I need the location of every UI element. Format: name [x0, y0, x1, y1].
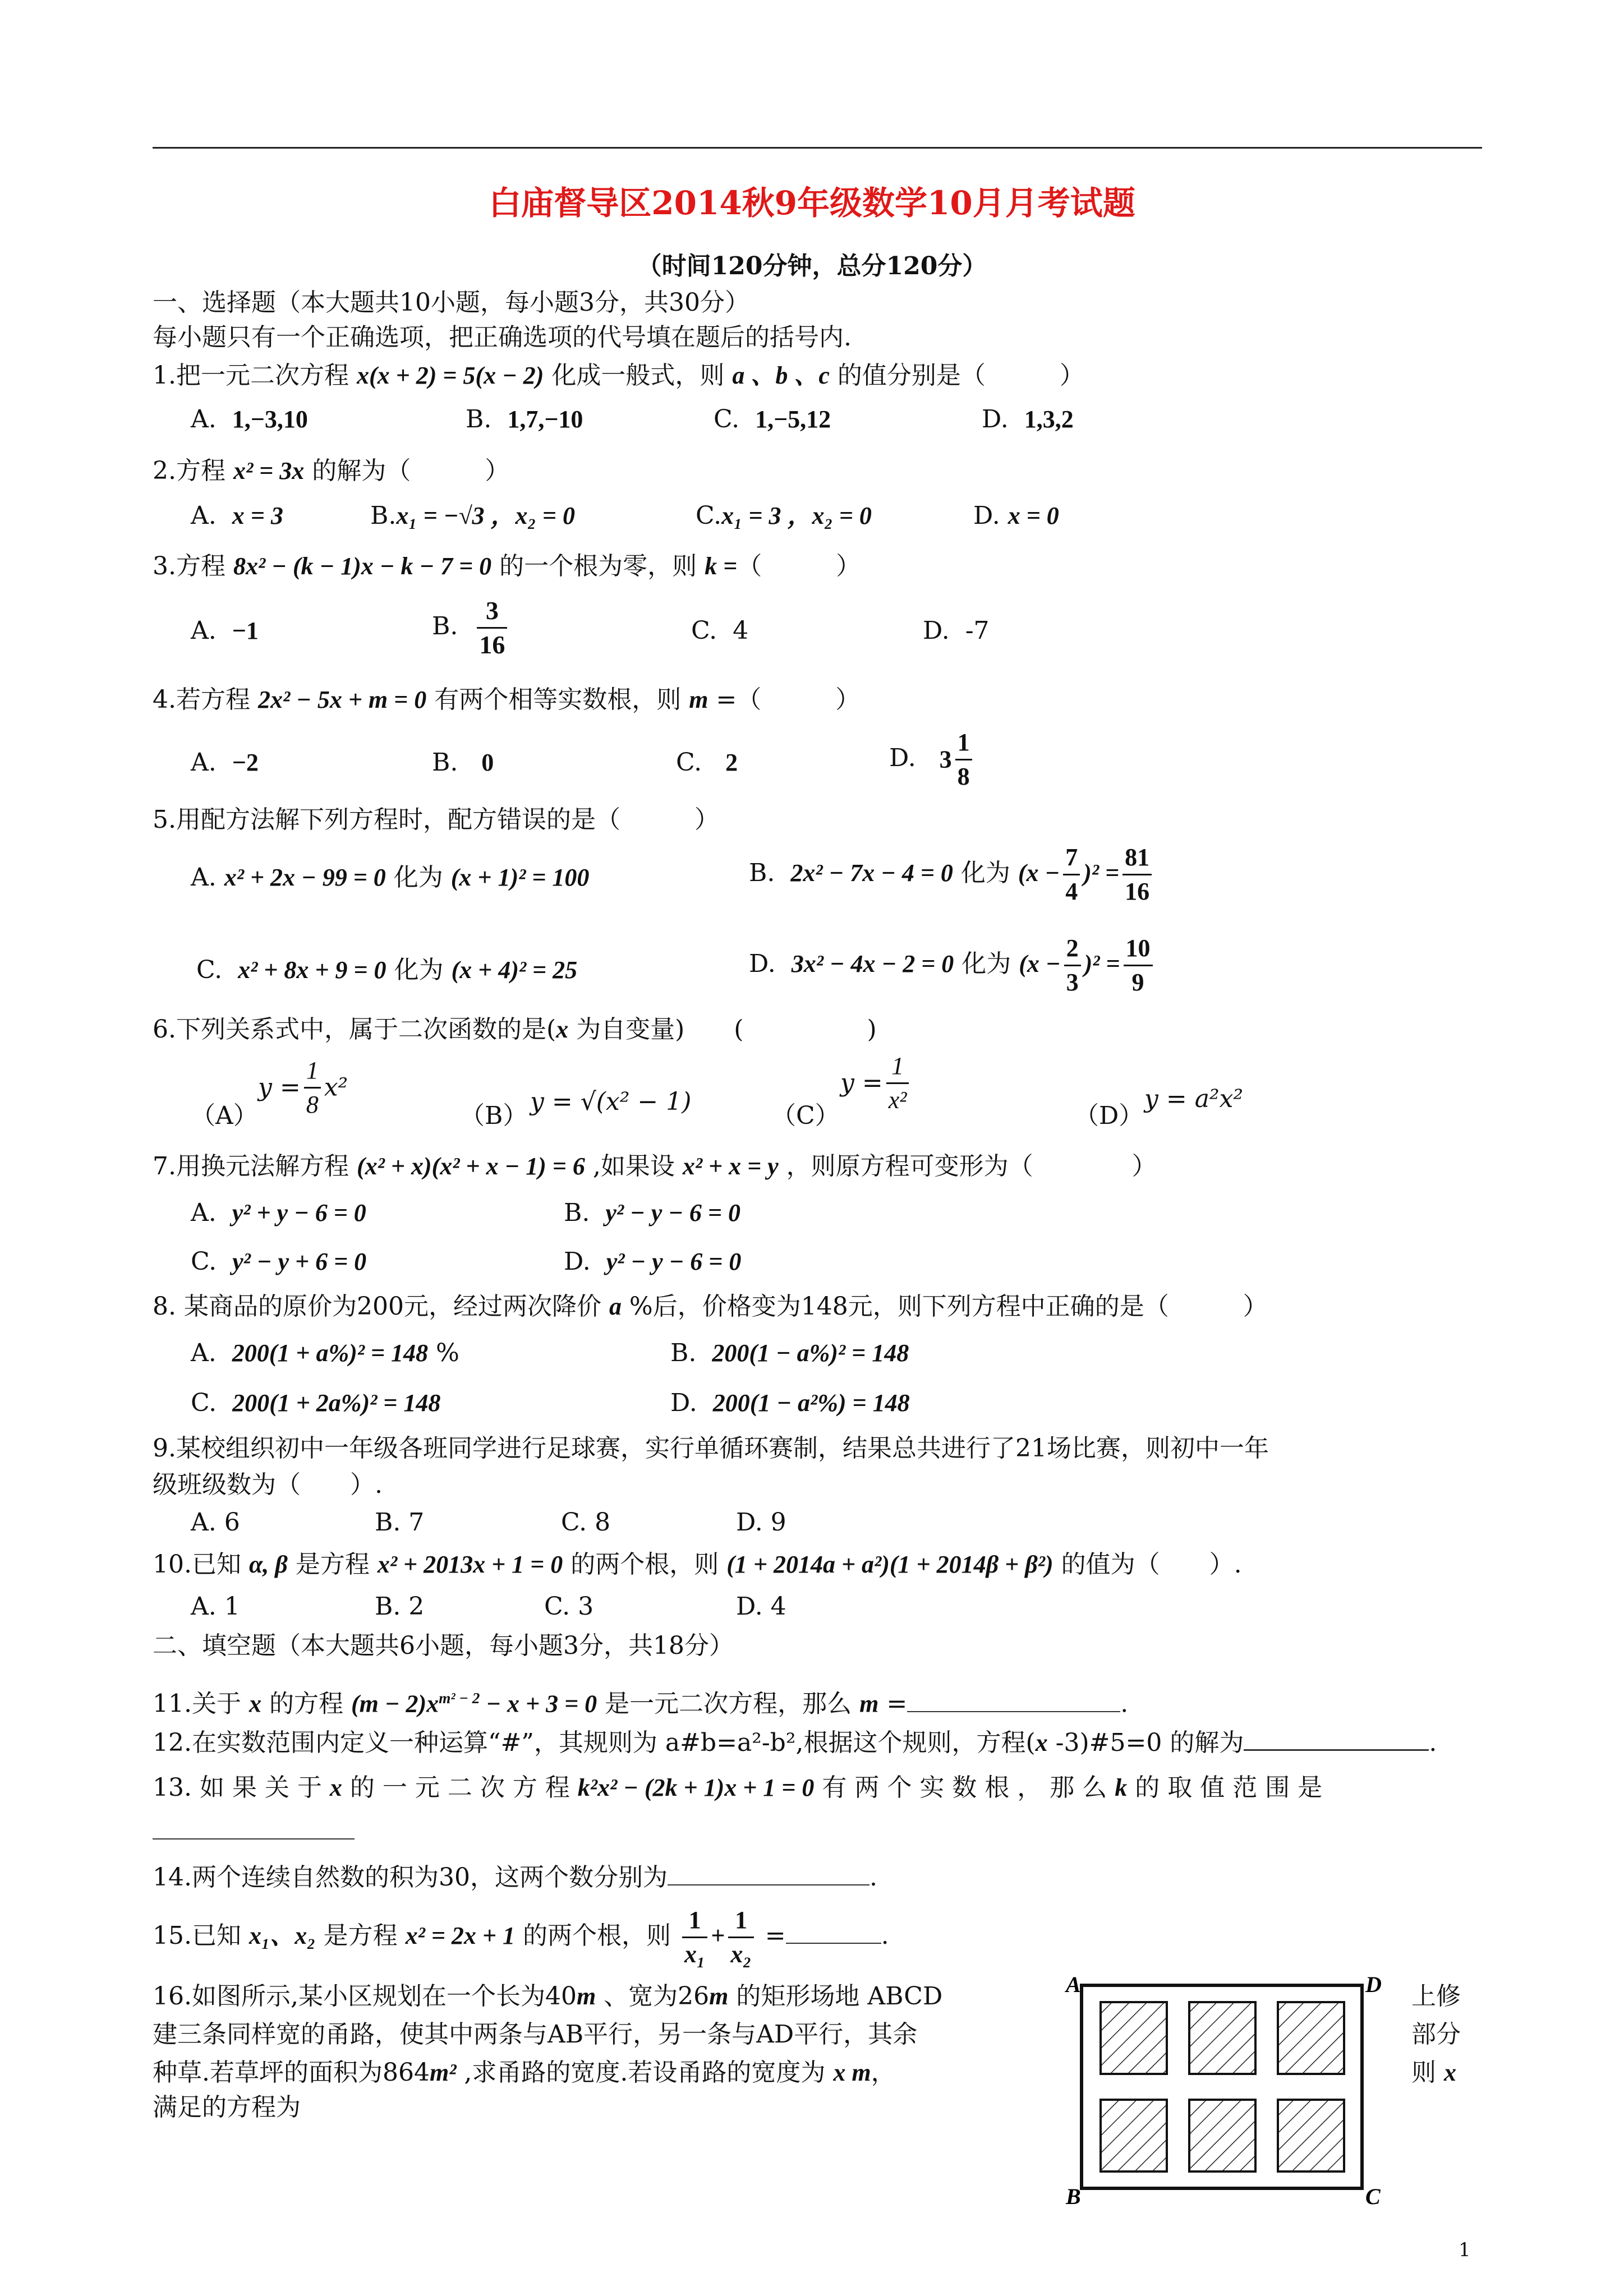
- q1-option-a: A. 1,−3,10: [191, 405, 308, 434]
- vertex-b-label: B: [1066, 2184, 1081, 2209]
- q5-option-b: B. 2x² − 7x − 4 = 0 化为 (x − $\frac{7}{4}$ )² = $\frac{81}{16}$: [749, 841, 1155, 908]
- q6-option-c-label: （C）: [771, 1101, 840, 1130]
- lawn-plot: [1101, 2100, 1167, 2171]
- lawn-plot: [1101, 2002, 1167, 2074]
- q3-option-a: A. −1: [191, 616, 259, 645]
- q7-option-c: C. y² − y + 6 = 0: [191, 1247, 367, 1276]
- q4-option-d: D. 3 $\frac{1}{8}$: [889, 726, 976, 793]
- q10-option-c: C. 3: [544, 1592, 594, 1621]
- question-11: 11.关于 x 的方程 $(m - 2)x^{m^2 - 2} - x + 3 = 0$ 是一元二次方程，那么 m = .: [153, 1689, 1129, 1718]
- q6-option-a-label: （A）: [191, 1101, 258, 1130]
- q13-answer-blank[interactable]: [153, 1838, 355, 1839]
- q6-option-a-formula: y = $\frac{1}{8}$ x²: [258, 1054, 348, 1121]
- q5-option-d: D. 3x² − 4x − 2 = 0 化为 (x − $\frac{2}{3}$ )² = $\frac{10}{9}$: [749, 932, 1156, 999]
- question-7: 7.用换元法解方程 (x² + x)(x² + x − 1) = 6 ,如果设 x² + x = y ，则原方程可变形为（ ）: [153, 1152, 1157, 1181]
- question-16-line1: 16.如图所示,某小区规划在一个长为40m 、宽为26m 的矩形场地 ABCD: [153, 1982, 943, 2011]
- question-16-line4: 满足的方程为: [153, 2093, 301, 2122]
- section2-heading: 二、填空题（本大题共6小题，每小题3分，共18分）: [153, 1631, 734, 1660]
- q9-option-a: A. 6: [191, 1508, 240, 1537]
- q8-option-b: B. 200(1 − a%)² = 148: [670, 1339, 909, 1367]
- q9-option-b: B. 7: [375, 1508, 425, 1537]
- vertex-c-label: C: [1365, 2184, 1381, 2209]
- lawn-plot: [1278, 2100, 1344, 2171]
- question-5: 5.用配方法解下列方程时，配方错误的是（ ）: [153, 805, 719, 834]
- question-15: 15.已知 x₁、x₂ 是方程 x² = 2x + 1 的两个根，则 $\frac{1}{\text{x₁}}$ + $\frac{1}{\text{x₂}}$ = .: [153, 1904, 889, 1971]
- q16-side-text-2: 部分: [1411, 2020, 1461, 2049]
- question-12: 12.在实数范围内定义一种运算“#”，其规则为 a#b=a²-b²,根据这个规则，方程(x -3)#5=0 的解为 .: [153, 1728, 1437, 1757]
- q6-option-d-formula: y = a²x²: [1144, 1085, 1244, 1113]
- question-4: 4.若方程 2x² − 5x + m = 0 有两个相等实数根，则 m =（ ）: [153, 685, 861, 714]
- q1-option-d: D. 1,3,2: [982, 405, 1074, 434]
- q4-option-a: A. −2: [191, 748, 259, 777]
- section1-heading: 一、选择题（本大题共10小题，每小题3分，共30分）: [153, 288, 749, 317]
- q6-option-b-formula: y = √(x² − 1): [530, 1087, 692, 1116]
- q16-side-text-1: 上修: [1411, 1982, 1461, 2011]
- question-10: 10.已知 α, β 是方程 x² + 2013x + 1 = 0 的两个根，则 (1 + 2014a + a²)(1 + 2014β + β²) 的值为（ ）.: [153, 1550, 1242, 1579]
- q3-option-c: C. 4: [691, 616, 749, 645]
- question-1: 1.把一元二次方程 x(x + 2) = 5(x − 2) 化成一般式，则 a 、b 、c 的值分别是（ ）: [153, 361, 1084, 390]
- q16-side-text-3: 则 x: [1411, 2058, 1456, 2087]
- lawn-plot: [1189, 2002, 1255, 2074]
- question-9-line1: 9.某校组织初中一年级各班同学进行足球赛，实行单循环赛制，结果总共进行了21场比赛，则初中一年: [153, 1434, 1269, 1463]
- q2-option-a: A. x = 3: [191, 501, 283, 530]
- question-9-line2: 级班级数为（ ）.: [153, 1470, 383, 1499]
- page-title: 白庙督导区2014秋9年级数学10月月考试题: [489, 184, 1135, 222]
- question-3: 3.方程 8x² − (k − 1)x − k − 7 = 0 的一个根为零，则 k =（ ）: [153, 552, 861, 580]
- lawn-diagram: [1053, 1973, 1396, 2209]
- page-number: 1: [1459, 2239, 1471, 2261]
- q10-option-d: D. 4: [736, 1592, 786, 1621]
- header-rule: [153, 147, 1482, 149]
- q2-option-b: B.x₁ = −√3 ，x₂ = 0: [370, 501, 575, 530]
- question-14: 14.两个连续自然数的积为30，这两个数分别为 .: [153, 1863, 877, 1892]
- vertex-d-label: D: [1365, 1973, 1382, 1997]
- q7-option-d: D. y² − y − 6 = 0: [564, 1247, 742, 1276]
- q5-option-c: C. x² + 8x + 9 = 0 化为 (x + 4)² = 25: [196, 956, 578, 984]
- question-8: 8. 某商品的原价为200元，经过两次降价 a %后，价格变为148元，则下列方程中正确的是（ ）: [153, 1292, 1268, 1321]
- q1-equation: x(x + 2) = 5(x − 2): [356, 362, 544, 389]
- question-2: 2.方程 x² = 3x 的解为（ ）: [153, 457, 510, 485]
- q1-option-c: C. 1,−5,12: [714, 405, 831, 434]
- q4-option-b: B. 0: [432, 748, 494, 777]
- q6-option-b-label: （B）: [460, 1101, 528, 1130]
- q10-option-b: B. 2: [375, 1592, 425, 1621]
- q8-option-d: D. 200(1 − a²%) = 148: [670, 1389, 910, 1417]
- question-16-line3: 种草.若草坪的面积为864m² ,求甬路的宽度.若设甬路的宽度为 x m，: [153, 2058, 896, 2087]
- lawn-plot: [1189, 2100, 1255, 2171]
- section1-instruction: 每小题只有一个正确选项，把正确选项的代号填在题后的括号内.: [153, 323, 852, 352]
- q1-option-b: B. 1,7,−10: [466, 405, 583, 434]
- q6-option-c-formula: y = $\frac{1}{\text{x²}}$: [840, 1050, 912, 1117]
- q7-option-b: B. y² − y − 6 = 0: [564, 1198, 740, 1227]
- q8-option-a: A. 200(1 + a%)² = 148 %: [191, 1339, 459, 1367]
- question-16-line2: 建三条同样宽的甬路，使其中两条与AB平行，另一条与AD平行，其余: [153, 2020, 918, 2049]
- q9-option-c: C. 8: [561, 1508, 611, 1537]
- q3-option-b: B. $\frac{3}{16}$: [432, 594, 510, 661]
- q5-option-a: A. x² + 2x − 99 = 0 化为 (x + 1)² = 100: [191, 863, 590, 892]
- q2-option-d: D. x = 0: [973, 501, 1059, 530]
- q6-option-d-label: （D）: [1074, 1101, 1144, 1130]
- q4-option-c: C. 2: [676, 748, 738, 777]
- q10-option-a: A. 1: [191, 1592, 240, 1621]
- vertex-a-label: A: [1066, 1973, 1081, 1997]
- q8-option-c: C. 200(1 + 2a%)² = 148: [191, 1389, 441, 1417]
- q7-option-a: A. y² + y − 6 = 0: [191, 1198, 366, 1227]
- q2-option-c: C.x₁ = 3 ，x₂ = 0: [696, 501, 872, 530]
- lawn-plot: [1278, 2002, 1344, 2074]
- question-6: 6.下列关系式中，属于二次函数的是(x 为自变量) ( ): [153, 1015, 877, 1044]
- q3-option-d: D. -7: [923, 616, 990, 645]
- question-13: 13. 如 果 关 于 x 的 一 元 二 次 方 程 k²x² − (2k + 1)x + 1 = 0 有 两 个 实 数 根 ， 那 么 k 的 取 值 范 围 是: [153, 1773, 1323, 1802]
- q9-option-d: D. 9: [736, 1508, 786, 1537]
- page-subtitle: （时间120分钟，总分120分）: [637, 252, 987, 280]
